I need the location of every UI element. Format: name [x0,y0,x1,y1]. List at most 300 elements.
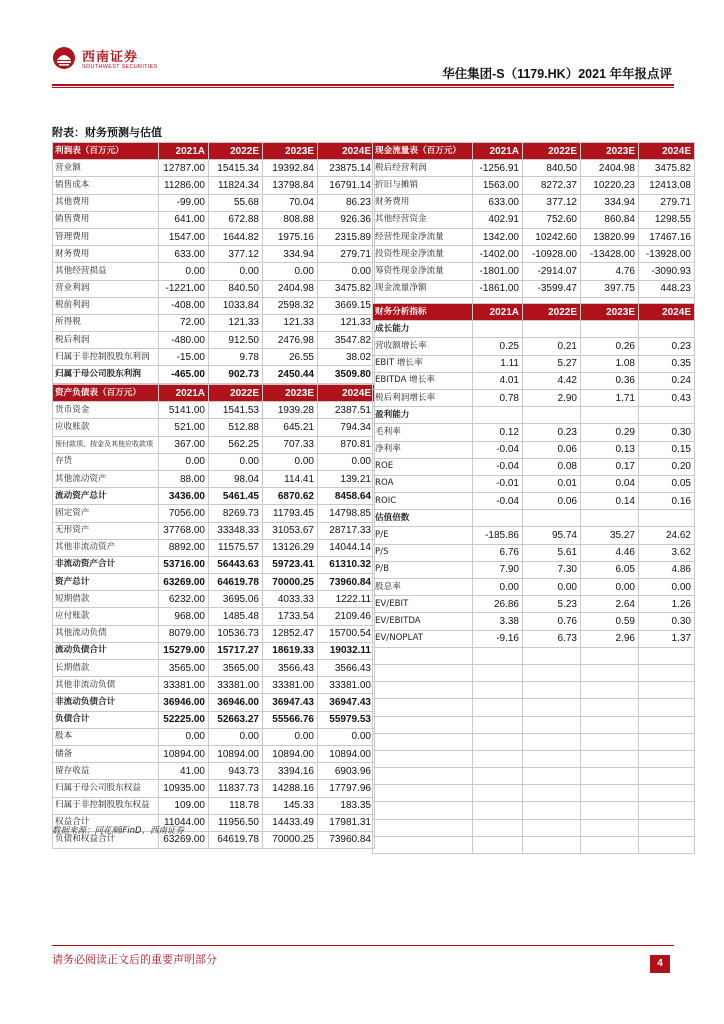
table-row [373,527,695,544]
cell-value: 0.00 [523,579,581,596]
table-row [373,544,695,561]
row-label: 固定资产 [53,505,159,522]
cell-value: 633.00 [159,246,209,263]
cell-value [523,647,581,664]
cell-value: 3.62 [639,544,695,561]
header-divider-thin [52,87,674,88]
cell-value [639,768,695,785]
table-blank-row [373,699,695,716]
row-label: 成长能力 [373,321,473,338]
cell-value: 968.00 [159,608,209,625]
row-label [373,819,473,836]
table-blank-row [373,682,695,699]
cell-value: 2404.98 [263,280,318,297]
row-label: ROIC [373,493,473,510]
row-label: 其他经营资金 [373,211,473,228]
cell-value: 10242.60 [523,228,581,245]
cell-value: 0.00 [209,263,263,280]
cell-value: 0.01 [523,475,581,492]
row-label: 净利率 [373,441,473,458]
cash-flow-table [372,142,695,315]
row-label: 非流动资产合计 [53,556,159,573]
table-row [373,561,695,578]
row-label [373,768,473,785]
cell-value [473,647,523,664]
row-label: 负债合计 [53,711,159,728]
cell-value: 13820.99 [581,228,639,245]
cell-value: 0.59 [581,613,639,630]
cell-value [639,682,695,699]
row-label: 股息率 [373,579,473,596]
row-label: 估值倍数 [373,510,473,527]
cell-value: 14288.16 [263,780,318,797]
cell-value: 33381.00 [159,677,209,694]
cell-value [639,664,695,681]
cell-value: 2021A [159,143,209,160]
cell-value: -0.04 [473,493,523,510]
table-row [373,246,695,263]
row-label: ROA [373,475,473,492]
cell-value: 0.30 [639,613,695,630]
table-row [373,355,695,372]
cell-value: 26.86 [473,596,523,613]
cell-value [639,647,695,664]
row-label: 毛利率 [373,424,473,441]
cell-value [639,785,695,802]
table-row [53,488,375,505]
cell-value: 7.90 [473,561,523,578]
cell-value [581,321,639,338]
cell-value: 0.23 [639,338,695,355]
row-label: 资产总计 [53,574,159,591]
cell-value: 36947.43 [318,694,375,711]
table-row [53,728,375,745]
cell-value: 8892.00 [159,539,209,556]
section-title: 附表：财务预测与估值 [52,127,162,139]
cell-value [523,664,581,681]
table-row [53,780,375,797]
cell-value [581,407,639,424]
cell-value: 2024E [639,304,695,321]
cell-value: 72.00 [159,314,209,331]
table-blank-row [373,785,695,802]
cell-value: 86.23 [318,194,375,211]
cell-value [581,510,639,527]
table-row [53,625,375,642]
cell-value: 4.86 [639,561,695,578]
footer-disclaimer: 请务必阅读正文后的重要声明部分 [52,953,217,966]
row-label: 预付款项、按金及其他应收款项 [53,436,159,453]
cell-value [523,716,581,733]
table-row [53,160,375,177]
table-blank-row [373,664,695,681]
row-label: 其他费用 [53,194,159,211]
cell-value: 121.33 [263,314,318,331]
cell-value: 1547.00 [159,228,209,245]
table-row [53,332,375,349]
row-label: 其他流动资产 [53,470,159,487]
cell-value: 13126.29 [263,539,318,556]
cell-value [523,785,581,802]
cell-value: 55566.76 [263,711,318,728]
table-blank-row [373,733,695,750]
cell-value: 38.02 [318,349,375,366]
header-divider [52,84,674,86]
table-row [53,349,375,366]
table-row [53,556,375,573]
cell-value: 1939.28 [263,402,318,419]
cell-value: 4.01 [473,372,523,389]
row-label: 其他经营损益 [53,263,159,280]
cell-value: 0.20 [639,458,695,475]
cell-value [473,510,523,527]
cell-value: 114.41 [263,470,318,487]
cell-value: 10894.00 [159,745,209,762]
cell-value: 2022E [209,385,263,402]
cell-value: 0.78 [473,389,523,406]
cell-value: 1975.16 [263,228,318,245]
cell-value: 4.46 [581,544,639,561]
cell-value [639,819,695,836]
cell-value: 6870.62 [263,488,318,505]
cell-value: 0.13 [581,441,639,458]
cell-value: 1.08 [581,355,639,372]
cell-value: 912.50 [209,332,263,349]
cell-value [473,407,523,424]
cell-value: 5.23 [523,596,581,613]
cell-value: 2022E [209,143,263,160]
table-row [53,453,375,470]
cell-value: 10220.23 [581,177,639,194]
row-label [373,785,473,802]
cell-value: 3566.43 [318,660,375,677]
cell-value: 1033.84 [209,297,263,314]
table-blank-row [373,819,695,836]
cell-value: 2024E [318,385,375,402]
cell-value: 0.36 [581,372,639,389]
table-row [373,424,695,441]
cell-value: 63269.00 [159,831,209,848]
cell-value [639,733,695,750]
cell-value: 3509.80 [318,366,375,383]
cell-value: 73960.84 [318,831,375,848]
row-label: ROE [373,458,473,475]
row-label: 资产负债表（百万元） [53,385,159,402]
cell-value: 2109.46 [318,608,375,625]
cell-value: 1644.82 [209,228,263,245]
cell-value: 2023E [581,143,639,160]
cell-value: 64619.78 [209,574,263,591]
cell-value: 521.00 [159,419,209,436]
cell-value: 1541.53 [209,402,263,419]
table-row [373,194,695,211]
table-blank-row [373,836,695,853]
row-label: 股本 [53,728,159,745]
row-label: EV/EBIT [373,596,473,613]
cell-value: 10536.73 [209,625,263,642]
cell-value: 10894.00 [318,745,375,762]
cell-value [473,733,523,750]
cell-value: 943.73 [209,763,263,780]
row-label: 归属于非控制股股东权益 [53,797,159,814]
cell-value: 2022E [523,143,581,160]
cell-value: 11286.00 [159,177,209,194]
cell-value: 121.33 [209,314,263,331]
cell-value: -1256.91 [473,160,523,177]
cell-value [523,699,581,716]
cell-value: 0.25 [473,338,523,355]
cell-value: -1801.00 [473,263,523,280]
cell-value: 1485.48 [209,608,263,625]
cell-value: -10928.00 [523,246,581,263]
cell-value: 14044.14 [318,539,375,556]
table-row [373,211,695,228]
cell-value [639,836,695,853]
cell-value: 0.00 [473,579,523,596]
cell-value: 5461.45 [209,488,263,505]
row-label: 其他流动负债 [53,625,159,642]
row-label [373,802,473,819]
table-row [53,402,375,419]
cell-value: 0.76 [523,613,581,630]
row-label: 短期借款 [53,591,159,608]
cell-value: 15279.00 [159,642,209,659]
cell-value: 397.75 [581,280,639,297]
table-row [53,419,375,436]
cell-value: 2024E [318,143,375,160]
table-blank-row [373,768,695,785]
cell-value: 6903.96 [318,763,375,780]
cell-value: 367.00 [159,436,209,453]
income-statement-table [52,142,375,401]
cell-value: 36946.00 [159,694,209,711]
cell-value: 0.35 [639,355,695,372]
table-row [373,177,695,194]
cell-value: 0.06 [523,493,581,510]
cell-value: 402.91 [473,211,523,228]
data-source-note: 数据来源：同花顺iFinD、西南证券 [52,826,185,836]
cell-value: 0.30 [639,424,695,441]
cell-value [523,733,581,750]
cell-value: 672.88 [209,211,263,228]
cell-value: 36946.00 [209,694,263,711]
row-label: 所得税 [53,314,159,331]
cell-value: 0.21 [523,338,581,355]
cell-value: 0.00 [263,263,318,280]
row-label: P/E [373,527,473,544]
cell-value: -480.00 [159,332,209,349]
cell-value: 121.33 [318,314,375,331]
cell-value: 70000.25 [263,831,318,848]
table-row [373,228,695,245]
cell-value: 12852.47 [263,625,318,642]
cell-value: 562.25 [209,436,263,453]
financial-ratios-table [372,303,695,854]
cell-value [473,664,523,681]
table-row [53,591,375,608]
cell-value: 9.78 [209,349,263,366]
cell-value: 3436.00 [159,488,209,505]
cell-value [523,407,581,424]
cell-value: 279.71 [639,194,695,211]
cell-value: 0.00 [318,453,375,470]
cell-value: 5.27 [523,355,581,372]
cell-value [581,682,639,699]
cell-value [581,819,639,836]
table-header-row [373,304,695,321]
cell-value: 41.00 [159,763,209,780]
row-label: 负债和权益合计 [53,831,159,848]
row-label [373,750,473,767]
row-label [373,682,473,699]
cell-value: 794.34 [318,419,375,436]
cell-value [473,699,523,716]
cell-value: 0.00 [209,453,263,470]
table-row [53,642,375,659]
cell-value: 5.61 [523,544,581,561]
cell-value: 23875.14 [318,160,375,177]
cell-value: 19032.11 [318,642,375,659]
row-label: EBITDA 增长率 [373,372,473,389]
cell-value [639,716,695,733]
row-label [373,836,473,853]
table-row [53,745,375,762]
cell-value: 6.73 [523,630,581,647]
row-label [373,664,473,681]
cell-value: 98.04 [209,470,263,487]
table-header-row [53,385,375,402]
cell-value: 3669.15 [318,297,375,314]
table-row [373,280,695,297]
cell-value [523,682,581,699]
row-label: EV/EBITDA [373,613,473,630]
cell-value: 11956.50 [209,814,263,831]
cell-value: -1861.00 [473,280,523,297]
cell-value: 70.04 [263,194,318,211]
cell-value [581,733,639,750]
cell-value: -9.16 [473,630,523,647]
table-row [53,366,375,383]
cell-value [639,510,695,527]
row-label: 存货 [53,453,159,470]
table-blank-row [373,750,695,767]
cell-value: 0.00 [581,579,639,596]
cell-value: -408.00 [159,297,209,314]
row-label: 税后利润增长率 [373,389,473,406]
cell-value: 0.26 [581,338,639,355]
cell-value [581,836,639,853]
cell-value: 0.14 [581,493,639,510]
cell-value: 0.00 [159,453,209,470]
cell-value: 1342.00 [473,228,523,245]
row-label: 筹资性现金净流量 [373,263,473,280]
cell-value: 52225.00 [159,711,209,728]
table-row [373,510,695,527]
cell-value: 2021A [473,143,523,160]
table-row [53,763,375,780]
table-row [53,297,375,314]
table-row [373,613,695,630]
table-row [53,694,375,711]
cell-value: -15.00 [159,349,209,366]
cell-value: 31053.67 [263,522,318,539]
cell-value: 35.27 [581,527,639,544]
row-label [373,647,473,664]
cell-value: 1298.55 [639,211,695,228]
cell-value: 2598.32 [263,297,318,314]
cell-value: 8458.64 [318,488,375,505]
cell-value: 15717.27 [209,642,263,659]
logo-emblem-icon [52,46,76,70]
cell-value: 2404.98 [581,160,639,177]
row-label: 归属于母公司股东利润 [53,366,159,383]
cell-value: 7056.00 [159,505,209,522]
logo-text-en: SOUTHWEST SECURITIES [82,64,158,70]
table-row [53,263,375,280]
cell-value: 0.06 [523,441,581,458]
cell-value: 2021A [159,385,209,402]
cell-value: 448.23 [639,280,695,297]
cell-value: 0.00 [639,579,695,596]
table-row [373,441,695,458]
table-row [53,660,375,677]
table-row [53,211,375,228]
cell-value [523,768,581,785]
table-row [373,579,695,596]
cell-value: 1.11 [473,355,523,372]
cell-value: 37768.00 [159,522,209,539]
cell-value: 26.55 [263,349,318,366]
row-label: 货币资金 [53,402,159,419]
footer-divider [52,945,674,946]
cell-value: 0.12 [473,424,523,441]
company-logo [52,44,162,78]
cell-value: -465.00 [159,366,209,383]
cell-value: 2022E [523,304,581,321]
cell-value: -3090.93 [639,263,695,280]
row-label: 折旧与摊销 [373,177,473,194]
cell-value [581,664,639,681]
cell-value [581,647,639,664]
cell-value: 2450.44 [263,366,318,383]
cell-value: 645.21 [263,419,318,436]
cell-value: 63269.00 [159,574,209,591]
cell-value [523,802,581,819]
cell-value: -99.00 [159,194,209,211]
cell-value [473,750,523,767]
row-label: 财务费用 [373,194,473,211]
cell-value: 0.04 [581,475,639,492]
row-label: EV/NOPLAT [373,630,473,647]
row-label: 留存收益 [53,763,159,780]
row-label: 其他非流动资产 [53,539,159,556]
cell-value: -0.01 [473,475,523,492]
table-row [53,280,375,297]
cell-value: 14433.49 [263,814,318,831]
table-row [53,194,375,211]
row-label: 税后经营利润 [373,160,473,177]
table-row [373,630,695,647]
cell-value: 2023E [263,143,318,160]
cell-value: 752.60 [523,211,581,228]
cell-value: 55.68 [209,194,263,211]
cell-value: -1221.00 [159,280,209,297]
cell-value: 2315.89 [318,228,375,245]
table-row [53,608,375,625]
row-label: 现金流量表（百万元） [373,143,473,160]
table-row [53,522,375,539]
cell-value [581,802,639,819]
